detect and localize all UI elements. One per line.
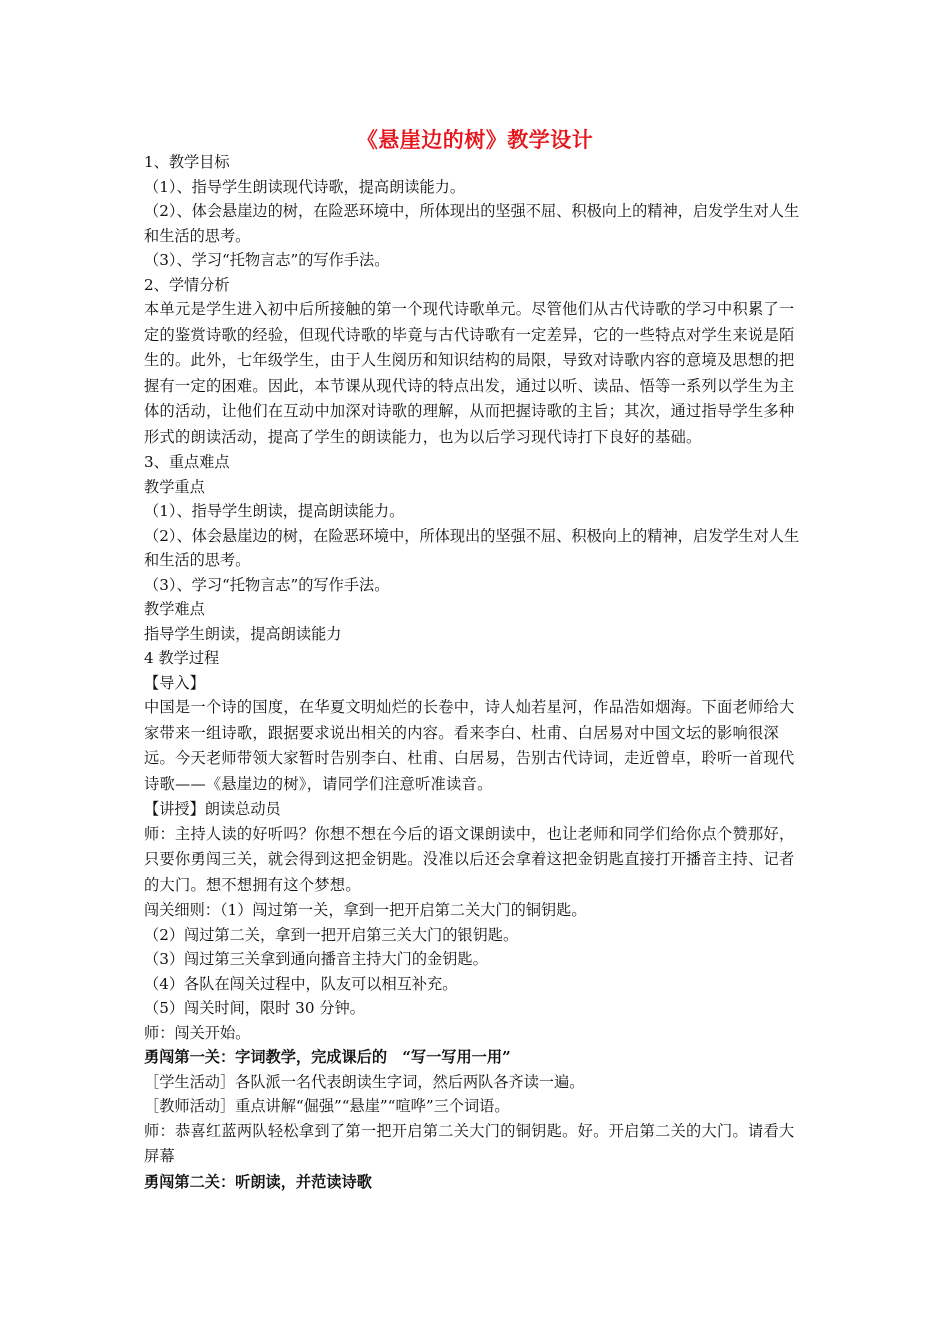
text-line: 中国是一个诗的国度，在华夏文明灿烂的长卷中，诗人灿若星河，作品浩如烟海。下面老师给大家带来一组诗歌，跟据要求说出相关的内容。看来李白、杜甫、白居易对中国文坛的影响很深远。今天老师带领大家暂时告别李白、杜甫、白居易，告别古代诗词，走近曾卓，聆听一首现代诗歌——《悬崖边的树》，请同学们注意听准读音。	[144, 698, 795, 793]
text-line: 【讲授】朗读总动员	[144, 800, 281, 818]
text-line: （2）闯过第二关，拿到一把开启第三关大门的银钥匙。	[144, 925, 519, 944]
text-line: 1、教学目标	[144, 153, 230, 171]
text-line: （2）、体会悬崖边的树，在险恶环境中，所体现出的坚强不屈、积极向上的精神，启发学生对人生和生活的思考。	[144, 202, 800, 245]
text-line: 指导学生朗读，提高朗读能力	[144, 624, 342, 643]
text-line: （3）、学习“托物言志”的写作手法。	[144, 251, 390, 269]
text-line: 师：恭喜红蓝两队轻松拿到了第一把开启第二关大门的铜钥匙。好。开启第二关的大门。请看大屏幕	[144, 1121, 795, 1165]
text-line: 闯关细则：（1）闯过第一关，拿到一把开启第二关大门的铜钥匙。	[144, 901, 587, 919]
text-line: 教学难点	[144, 600, 205, 618]
text-line: ［教师活动］重点讲解“倔强”“悬崖”“喧哗”三个词语。	[144, 1097, 510, 1115]
text-line: （1）、指导学生朗读，提高朗读能力。	[144, 502, 405, 520]
text-line: （2）、体会悬崖边的树，在险恶环境中，所体现出的坚强不屈、积极向上的精神，启发学生对人生和生活的思考。	[144, 526, 800, 569]
document-title: 《悬崖边的树》教学设计	[356, 127, 594, 152]
text-line: 【导入】	[144, 673, 205, 692]
text-line: 师：闯关开始。	[144, 1023, 251, 1042]
document-body	[144, 150, 809, 1194]
text-line: （1）、指导学生朗读现代诗歌，提高朗读能力。	[144, 177, 466, 196]
section-heading-line: 勇闯第二关：听朗读，并范读诗歌	[144, 1172, 372, 1191]
text-line: 本单元是学生进入初中后所接触的第一个现代诗歌单元。尽管他们从古代诗歌的学习中积累了一定的鉴赏诗歌的经验，但现代诗歌的毕竟与古代诗歌有一定差异，它的一些特点对学生来说是陌生的。此外，七年级学生，由于人生阅历和知识结构的局限，导致对诗歌内容的意境及思想的把握有一定的困难。因此，本节课从现代诗的特点出发，通过以听、读品、悟等一系列以学生为主体的活动，让他们在互动中加深对诗歌的理解，从而把握诗歌的主旨；其次，通过指导学生多种形式的朗读活动，提高了学生的朗读能力，也为以后学习现代诗打下良好的基础。	[144, 300, 795, 446]
text-line: （3）、学习“托物言志”的写作手法。	[144, 575, 390, 594]
text-line: ［学生活动］各队派一名代表朗读生字词，然后两队各齐读一遍。	[144, 1072, 585, 1091]
text-line: （4）各队在闯关过程中，队友可以相互补充。	[144, 974, 458, 993]
text-line: 2、学情分析	[144, 275, 230, 294]
section-heading-line: 勇闯第一关：字词教学，完成课后的 “写一写用一用”	[144, 1048, 511, 1066]
text-line: 4 教学过程	[144, 649, 220, 667]
text-line: （3）闯过第三关拿到通向播音主持大门的金钥匙。	[144, 950, 488, 968]
text-line: （5）闯关时间，限时 30 分钟。	[144, 999, 365, 1017]
text-line: 教学重点	[144, 477, 205, 496]
text-line: 3、重点难点	[144, 453, 230, 471]
text-line: 师：主持人读的好听吗？你想不想在今后的语文课朗读中，也让老师和同学们给你点个赞那好，只要你勇闯三关，就会得到这把金钥匙。没准以后还会拿着这把金钥匙直接打开播音主持、记者的大门。想不想拥有这个梦想。	[144, 824, 795, 894]
